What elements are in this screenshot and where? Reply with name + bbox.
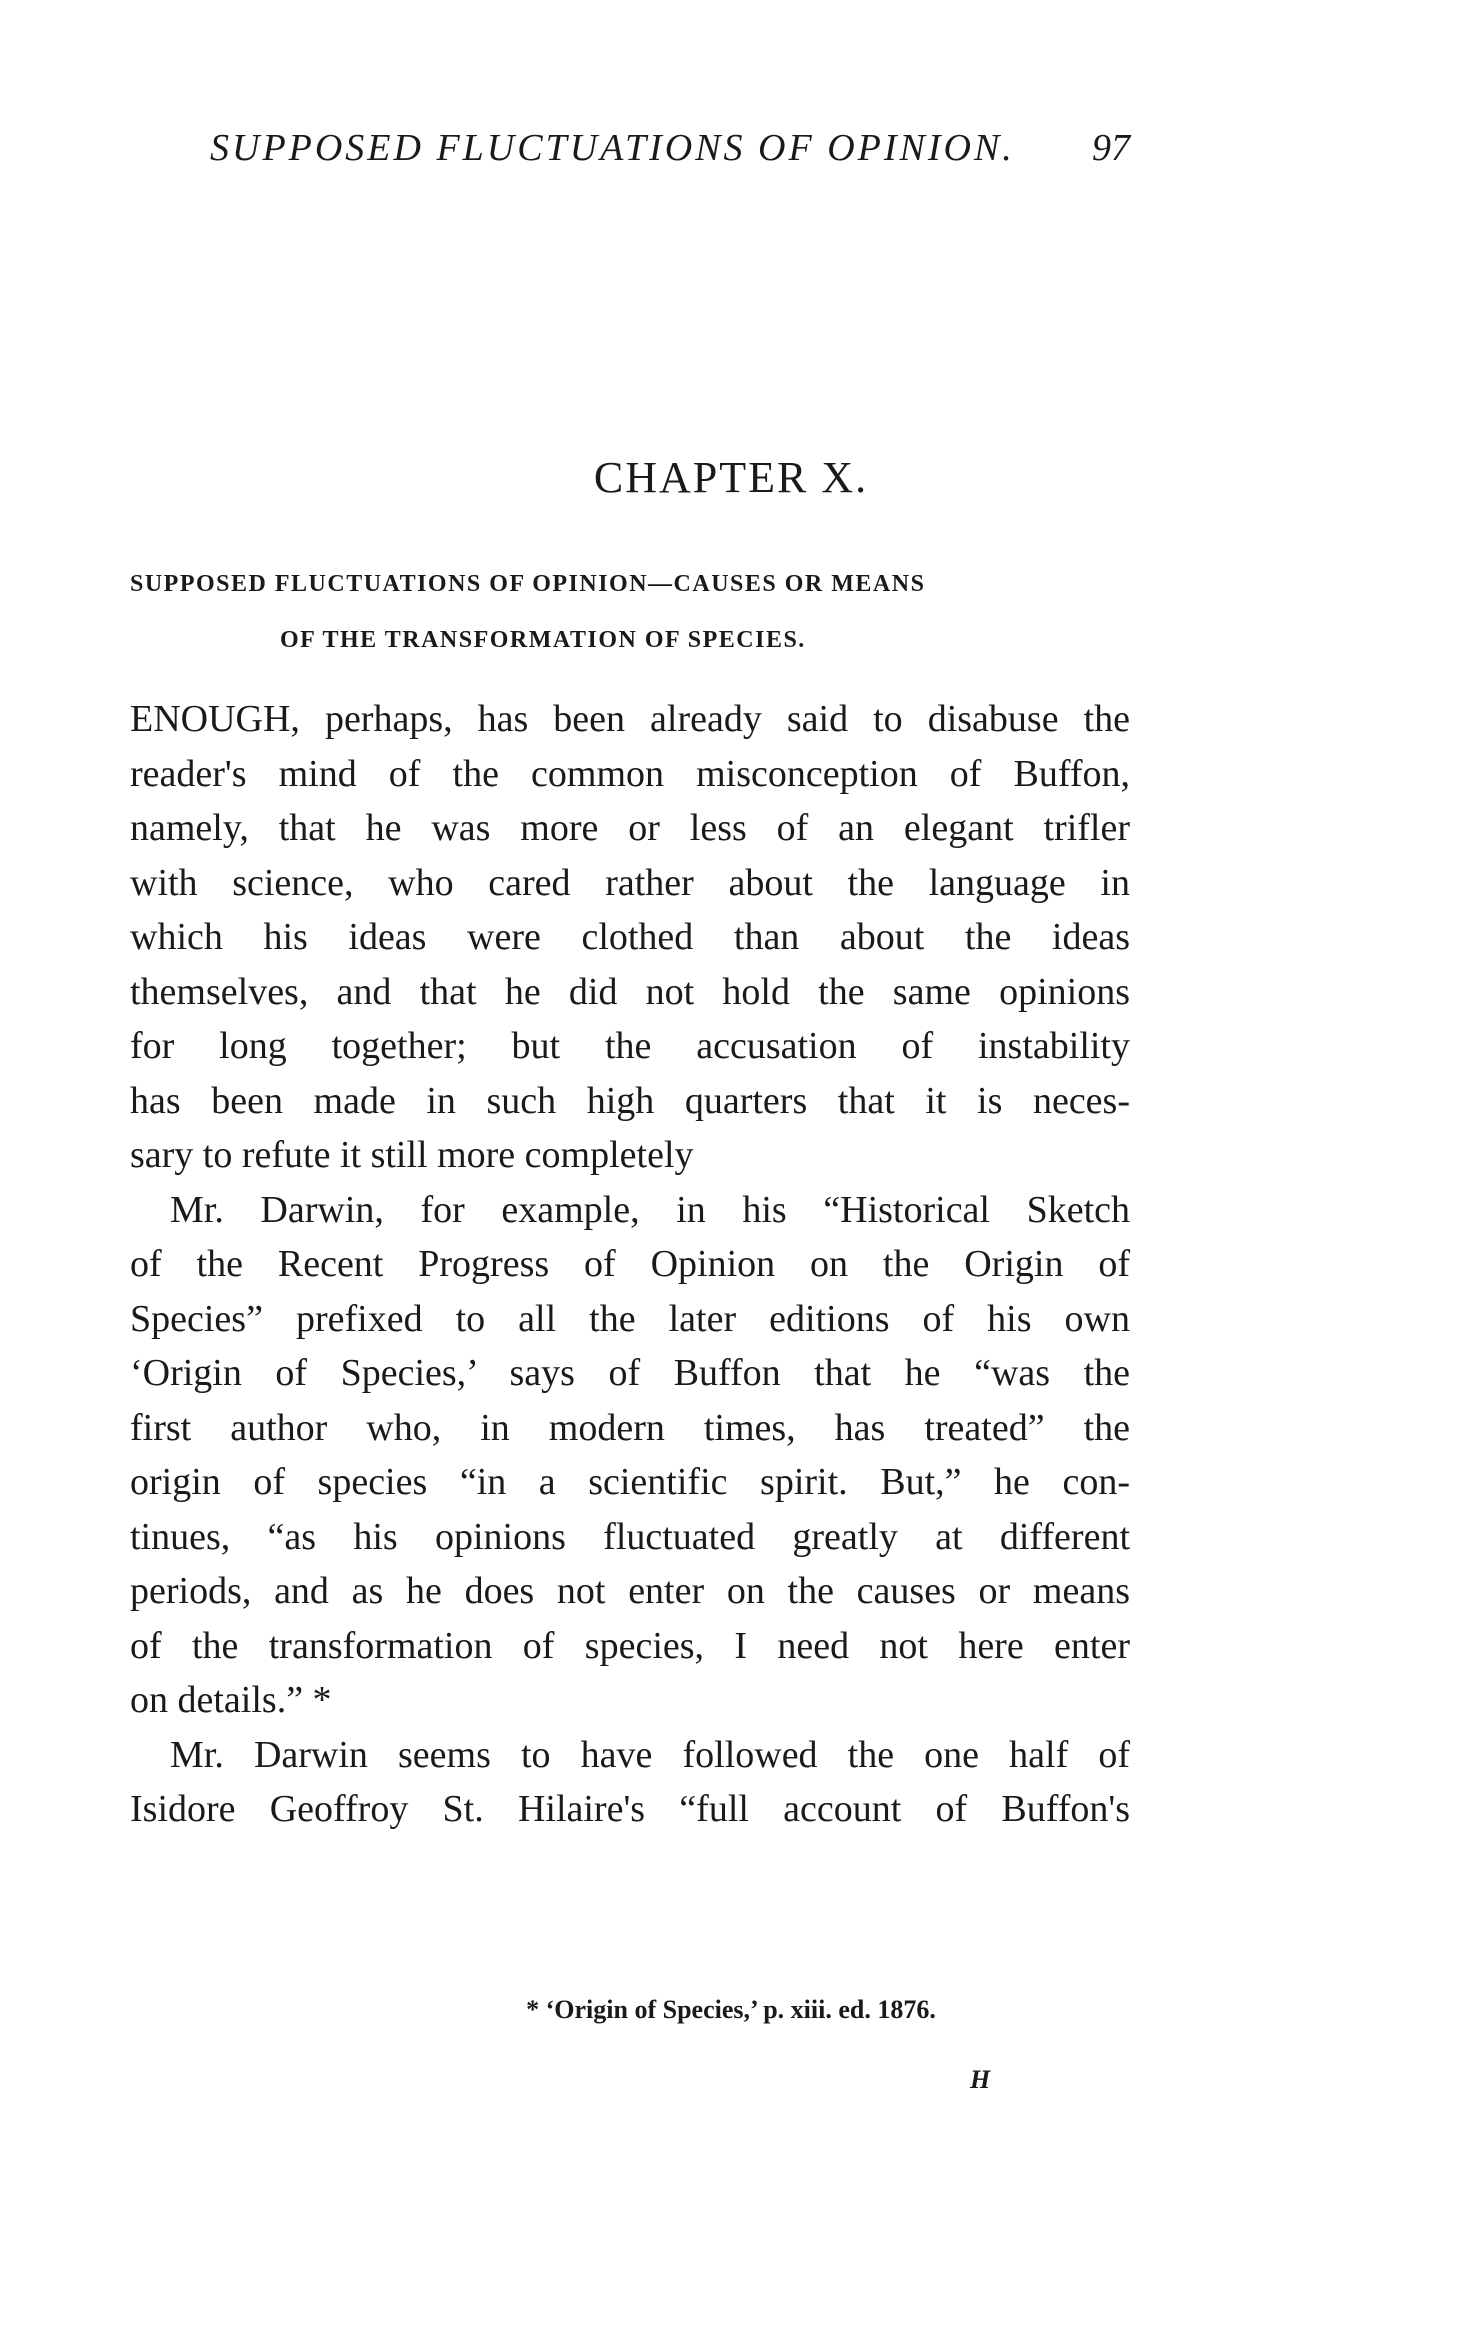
text-line: ENOUGH, perhaps, has been already said to disabuse the — [130, 698, 1130, 740]
paragraph-2 — [130, 1183, 1130, 1728]
text-line: of the Recent Progress of Opinion on the Origin of — [130, 1243, 1130, 1285]
text-line: which his ideas were clothed than about the ideas — [130, 916, 1130, 958]
text-line: sary to refute it still more completely — [130, 1134, 694, 1176]
page-number: 97 — [1092, 127, 1130, 169]
body-text — [130, 692, 1130, 1837]
text-line: Mr. Darwin, for example, in his “Historical Sketch — [170, 1188, 1130, 1231]
paragraph-3 — [130, 1728, 1130, 1837]
text-line: of the transformation of species, I need not here enter — [130, 1624, 1130, 1667]
chapter-title: CHAPTER X. — [593, 453, 869, 502]
signature-mark: H — [970, 2065, 991, 2094]
running-head-title: SUPPOSED FLUCTUATIONS OF OPINION. — [210, 127, 1015, 169]
text-line: themselves, and that he did not hold the same opinions — [130, 970, 1130, 1013]
text-line: ‘Origin of Species,’ says of Buffon that he “was the — [130, 1352, 1130, 1394]
text-line: reader's mind of the common misconception of Buffon, — [130, 752, 1130, 795]
text-line: tinues, “as his opinions fluctuated greatly at different — [130, 1515, 1130, 1558]
text-line: with science, who cared rather about the language in — [130, 861, 1130, 904]
text-line: periods, and as he does not enter on the causes or means — [130, 1570, 1130, 1612]
text-line: on details.” * — [130, 1679, 332, 1721]
text-line: Mr. Darwin seems to have followed the one half of — [170, 1733, 1130, 1776]
text-line: Isidore Geoffroy St. Hilaire's “full account of Buffon's — [130, 1788, 1130, 1830]
text-line: namely, that he was more or less of an elegant trifler — [130, 807, 1130, 849]
text-line: has been made in such high quarters that it is neces- — [130, 1079, 1130, 1122]
running-head — [210, 118, 1130, 178]
chapter-subtitle-line-1: SUPPOSED FLUCTUATIONS OF OPINION—CAUSES OR MEANS — [130, 571, 926, 597]
text-line: origin of species “in a scientific spirit. But,” he con- — [130, 1461, 1130, 1503]
footnote: * ‘Origin of Species,’ p. xiii. ed. 1876. — [526, 1995, 936, 2024]
paragraph-1 — [130, 692, 1130, 1183]
text-line: first author who, in modern times, has treated” the — [130, 1406, 1130, 1449]
text-line: for long together; but the accusation of instability — [130, 1025, 1130, 1067]
chapter-subtitle-line-2: OF THE TRANSFORMATION OF SPECIES. — [280, 627, 806, 653]
text-line: Species” prefixed to all the later editions of his own — [130, 1297, 1130, 1340]
chapter-subtitle — [130, 556, 1130, 668]
